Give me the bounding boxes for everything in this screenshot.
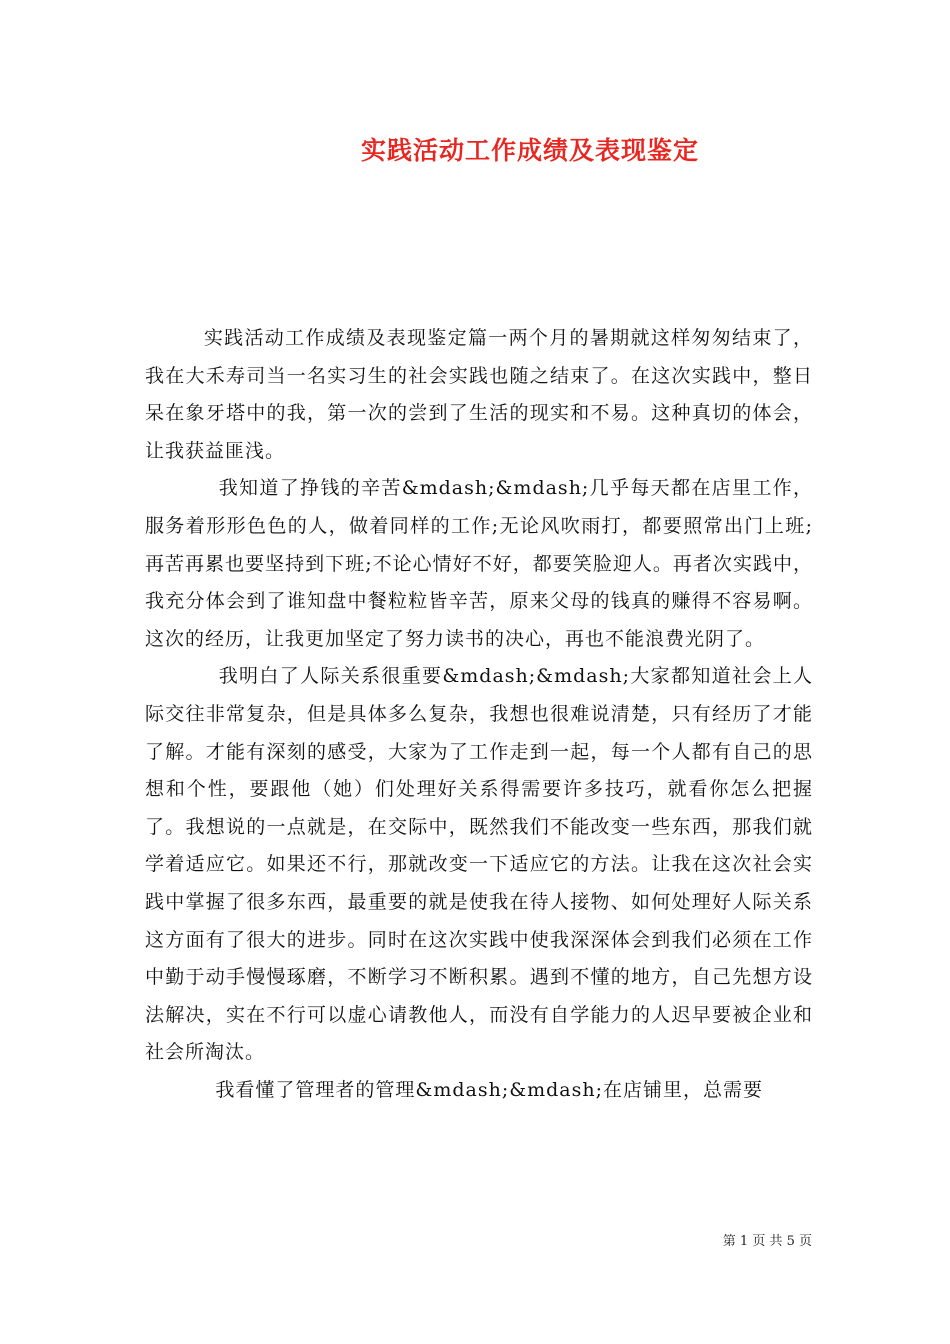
paragraph: 实践活动工作成绩及表现鉴定篇一两个月的暑期就这样匆匆结束了，我在大禾寿司当一名实习生的社会实践也随之结束了。在这次实践中，整日呆在象牙塔中的我，第一次的尝到了生活的现实和不易。这种真切的体会，让我获益匪浅。: [145, 327, 813, 462]
document-title: 实践活动工作成绩及表现鉴定: [360, 136, 699, 165]
page-number: 第 1 页 共 5 页: [722, 1234, 812, 1249]
paragraph: 我看懂了管理者的管理&mdash;&mdash;在店铺里，总需要: [145, 1078, 764, 1101]
paragraph: 我知道了挣钱的辛苦&mdash;&mdash;几乎每天都在店里工作，服务着形形色色的人，做着同样的工作;无论风吹雨打，都要照常出门上班;再苦再累也要坚持到下班;不论心情好不好，都要笑脸迎人。再者次实践中，我充分体会到了谁知盘中餐粒粒皆辛苦，原来父母的钱真的赚得不容易啊。这次的经历，让我更加坚定了努力读书的决心，再也不能浪费光阴了。: [145, 477, 813, 650]
document-body: [145, 320, 813, 1109]
paragraph: 我明白了人际关系很重要&mdash;&mdash;大家都知道社会上人际交往非常复杂，但是具体多么复杂，我想也很难说清楚，只有经历了才能了解。才能有深刻的感受，大家为了工作走到一起，每一个人都有自己的思想和个性，要跟他（她）们处理好关系得需要许多技巧，就看你怎么把握了。我想说的一点就是，在交际中，既然我们不能改变一些东西，那我们就学着适应它。如果还不行，那就改变一下适应它的方法。让我在这次社会实践中掌握了很多东西，最重要的就是使我在待人接物、如何处理好人际关系这方面有了很大的进步。同时在这次实践中使我深深体会到我们必须在工作中勤于动手慢慢琢磨，不断学习不断积累。遇到不懂的地方，自己先想方设法解决，实在不行可以虚心请教他人，而没有自学能力的人迟早要被企业和社会所淘汰。: [145, 665, 813, 1064]
